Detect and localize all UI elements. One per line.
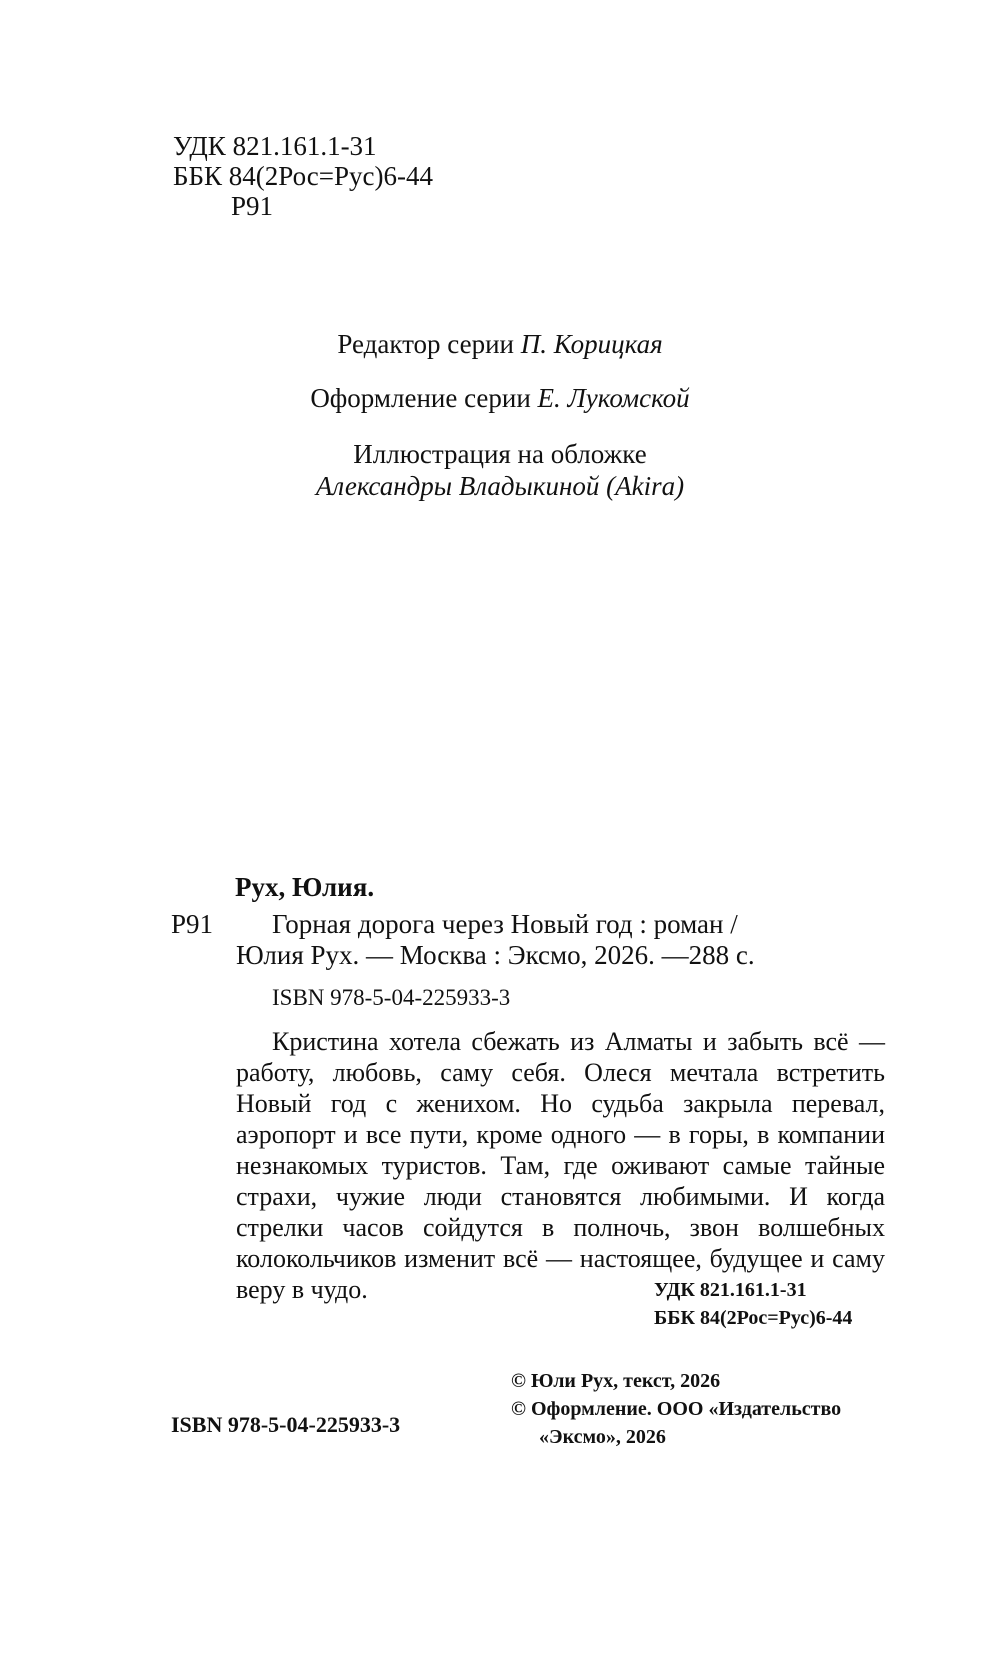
copyright-design-line-1: © Оформление. ООО «Издательство <box>511 1398 842 1420</box>
catalog-author: Рух, Юлия. <box>235 872 375 902</box>
editor-credit <box>0 328 1000 360</box>
bottom-bbk-code: ББК 84(2Рос=Рус)6-44 <box>654 1307 853 1329</box>
catalog-bibliographic-entry <box>236 909 872 971</box>
copyright-text: © Юли Рух, текст, 2026 <box>511 1370 721 1392</box>
top-classification-codes <box>173 131 433 221</box>
catalog-isbn: ISBN 978-5-04-225933-3 <box>272 985 511 1010</box>
design-name: Е. Лукомской <box>537 383 690 413</box>
design-credit <box>0 382 1000 414</box>
author-mark: Р91 <box>231 191 274 221</box>
annotation-text: Кристина хотела сбежать из Алматы и забыть всё — работу, любовь, саму себя. Олеся мечтала встретить Новый год с женихом. Но судьба закрыла перевал, аэропорт и все пути, кроме одного — в горы, в компании незнакомых туристов. Там, где оживают самые тайные страхи, чужие люди становятся любимыми. И когда стрелки часов сойдутся в полночь, звон волшебных колокольчиков изменит всё — настоящее, будущее и саму веру в чудо. <box>236 1027 885 1304</box>
udk-code: УДК 821.161.1-31 <box>173 131 377 161</box>
illustration-name: Александры Владыкиной (Akira) <box>315 471 685 501</box>
copyright-design-line-2: «Эксмо», 2026 <box>539 1426 666 1448</box>
bottom-udk-code: УДК 821.161.1-31 <box>654 1279 807 1301</box>
isbn-bold: ISBN 978-5-04-225933-3 <box>171 1412 401 1437</box>
bib-line-2: Юлия Рух. — Москва : Эксмо, 2026. —288 с. <box>236 940 755 970</box>
bbk-code: ББК 84(2Рос=Рус)6-44 <box>173 161 433 191</box>
bib-line-1: Горная дорога через Новый год : роман / <box>272 909 738 939</box>
copyright-block <box>511 1367 841 1451</box>
design-label: Оформление серии <box>310 383 531 413</box>
editor-label: Редактор серии <box>337 329 514 359</box>
bottom-classification-codes <box>654 1276 852 1332</box>
editor-name: П. Корицкая <box>520 329 663 359</box>
illustration-label: Иллюстрация на обложке <box>353 439 647 469</box>
catalog-mark: Р91 <box>171 909 214 939</box>
illustration-credit <box>0 438 1000 502</box>
